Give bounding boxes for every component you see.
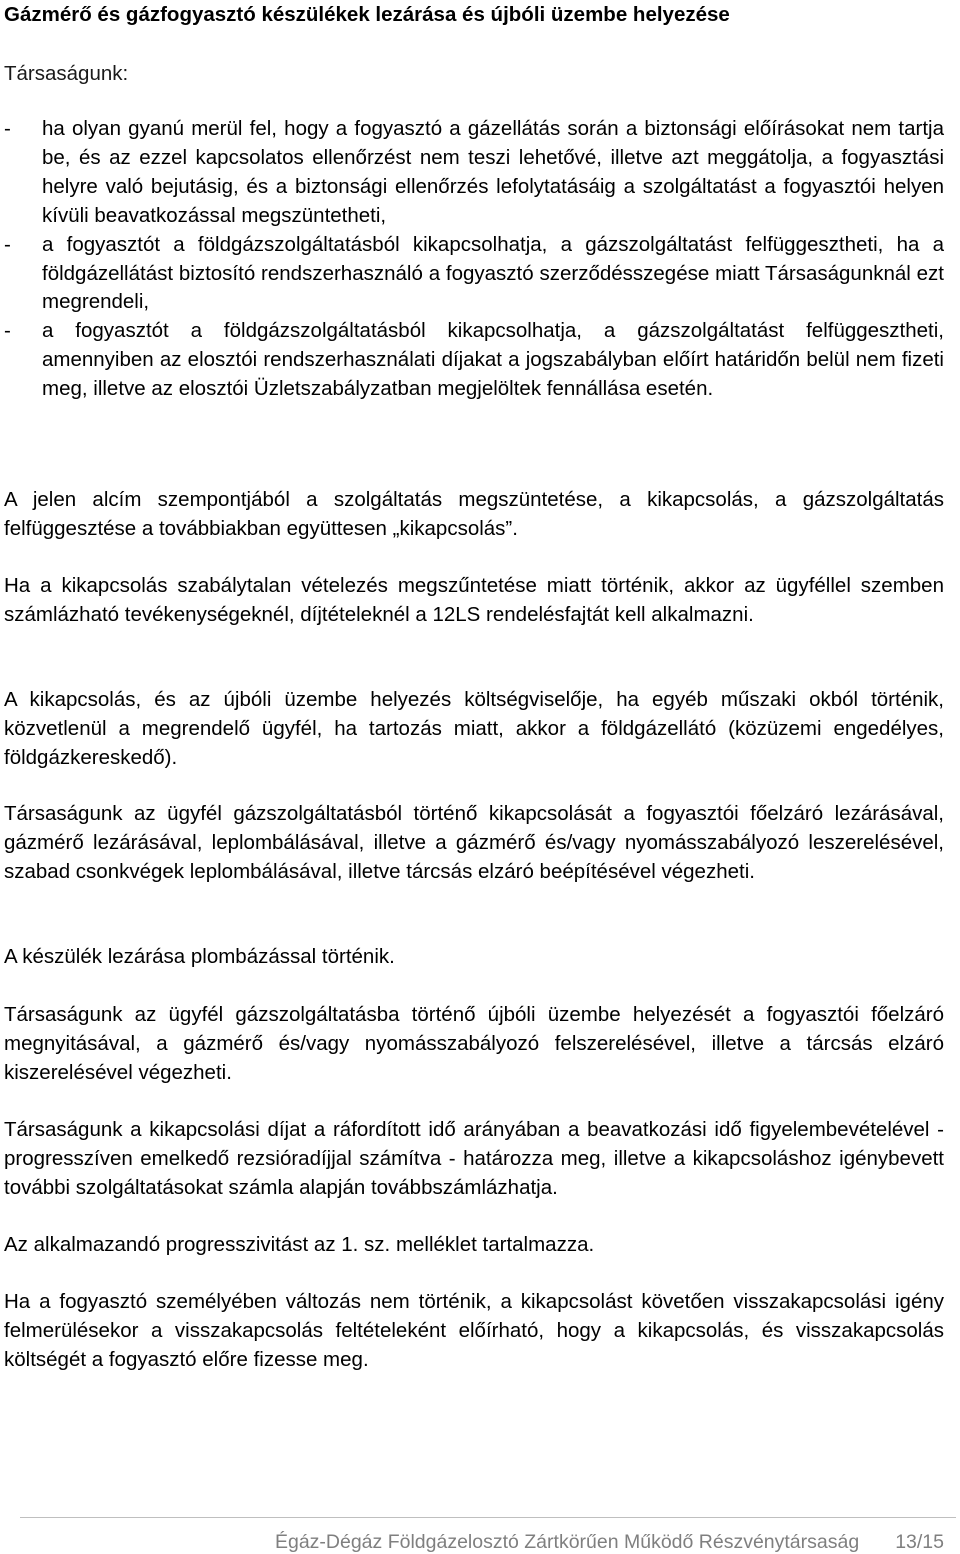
page-number: 13/15 — [895, 1531, 944, 1553]
list-item-text: a fogyasztót a földgázszolgáltatásból kikapcsolhatja, a gázszolgáltatást felfüggesztheti, amennyiben az elosztói rendszerhasználati díjakat a jogszabályban előírt határidőn belül nem fizeti meg, illetve az elosztói Üzletszabályzatban megjelöltek fennállása esetén. — [42, 319, 944, 401]
paragraph-ujboli-uzembe-helyezes: Társaságunk az ügyfél gázszolgáltatásba történő újbóli üzembe helyezését a fogyasztói főelzáró megnyitásával, a gázmérő és/vagy nyomásszabályozó felszerelésével, illetve a tárcsás elzáró kiszerelésével végezheti. — [4, 1003, 944, 1084]
paragraph-kikapcsolasi-dij: Társaságunk a kikapcsolási díjat a ráfordított idő arányában a beavatkozási idő figyelembevételével - progresszíven emelkedő rezsióradíjjal számítva - határozza meg, illetve a kikapcsoláshoz igénybevett további szolgáltatásokat számla alapján továbbszámlázhatja. — [4, 1118, 944, 1199]
paragraph-lezaras-modja: Társaságunk az ügyfél gázszolgáltatásból történő kikapcsolását a fogyasztói főelzáró lezárásával, gázmérő lezárásával, leplombálásával, illetve a gázmérő és/vagy nyomásszabályozó leszerelésével, szabad csonkvégek leplombálásával, illetve tárcsás elzáró beépítésével végezheti. — [4, 802, 944, 883]
list-dash: - — [4, 232, 11, 256]
paragraph-kikapcsolas-definition: A jelen alcím szempontjából a szolgáltatás megszüntetése, a kikapcsolás, a gázszolgáltatás felfüggesztése a továbbiakban együttesen „kikapcsolás”. — [4, 488, 944, 540]
paragraph-visszakapcsolas: Ha a fogyasztó személyében változás nem történik, a kikapcsolást követően visszakapcsolási igény felmerülésekor a visszakapcsolás feltételeként előírható, hogy a kikapcsolás, és visszakapcsolás költségét a fogyasztó előre fizesse meg. — [4, 1290, 944, 1371]
paragraph-koltsegviselo: A kikapcsolás, és az újbóli üzembe helyezés költségviselője, ha egyéb műszaki okból történik, közvetlenül a megrendelő ügyfél, ha tartozás miatt, akkor a földgázellátó (közüzemi engedélyes, földgázkereskedő). — [4, 688, 944, 769]
list-item — [4, 317, 944, 404]
footer-company-name: Égáz-Dégáz Földgázelosztó Zártkörűen Működő Részvénytársaság — [274, 1531, 860, 1553]
paragraph-szabalytalan-vetelezes: Ha a kikapcsolás szabálytalan vételezés megszűntetése miatt történik, akkor az ügyféllel szemben számlázható tevékenységeknél, díjtételeknél a 12LS rendelésfajtát kell alkalmazni. — [4, 574, 944, 626]
intro-text: Társaságunk: — [4, 62, 129, 85]
page-footer — [275, 1530, 944, 1554]
paragraph-plombazas: A készülék lezárása plombázással történik. — [4, 945, 395, 968]
footer-divider — [20, 1517, 956, 1518]
bullet-list — [4, 115, 944, 404]
list-item — [4, 115, 944, 231]
list-item-text: ha olyan gyanú merül fel, hogy a fogyasztó a gázellátás során a biztonsági előírásokat nem tartja be, és az ezzel kapcsolatos ellenőrzést nem teszi lehetővé, illetve azt meggátolja, a fogyasztási helyre való bejutásig, és a biztonsági ellenőrzés lefolytatásáig a szolgáltatást a fogyasztói helyen kívüli beavatkozással megszüntetheti, — [42, 117, 944, 227]
list-item — [4, 231, 944, 318]
list-dash: - — [4, 319, 11, 343]
document-title: Gázmérő és gázfogyasztó készülékek lezárása és újbóli üzembe helyezése — [4, 3, 730, 26]
paragraph-progresszivitas: Az alkalmazandó progresszivitást az 1. sz. melléklet tartalmazza. — [4, 1233, 595, 1256]
list-item-text: a fogyasztót a földgázszolgáltatásból kikapcsolhatja, a gázszolgáltatást felfüggesztheti, ha a földgázellátást biztosító rendszerhasználó a fogyasztó szerződésszegése miatt Társaságunknál ezt megrendeli, — [42, 232, 944, 314]
list-dash: - — [4, 117, 11, 140]
